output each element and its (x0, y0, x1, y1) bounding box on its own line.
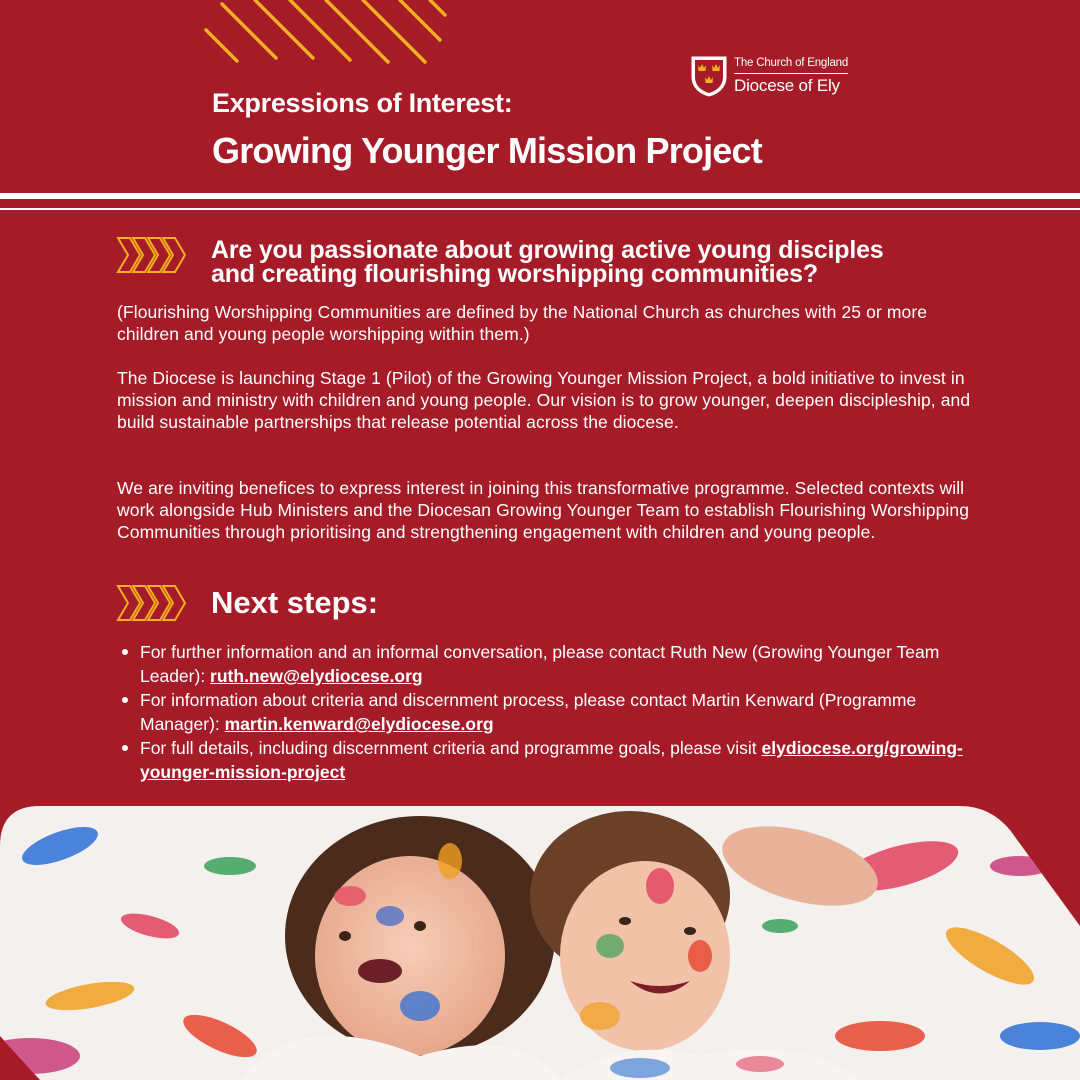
divider-thick (0, 193, 1080, 199)
list-item (117, 736, 987, 784)
decorative-stripes (0, 0, 460, 75)
launch-paragraph: The Diocese is launching Stage 1 (Pilot) of the Growing Younger Mission Project, a bold initiative to invest in mission and ministry with children and young people. Our vision is to grow younger, deepen discipleship, and build sustainable partnerships that release potential across the diocese. (117, 368, 971, 432)
header-line-2: Growing Younger Mission Project (212, 130, 762, 171)
next-steps-heading: Next steps: (211, 585, 379, 620)
list-item (117, 688, 987, 736)
header-line-1: Expressions of Interest: (212, 88, 513, 118)
step-text: For information about criteria and discernment process, please contact Martin Kenward (Programme Manager): (140, 690, 917, 734)
step-text: For further information and an informal conversation, please contact Ruth New (Growing Younger Team Leader): (140, 642, 940, 686)
crest-icon (690, 55, 728, 97)
invitation-paragraph: We are inviting benefices to express interest in joining this transformative programme. Selected contexts will work alongside Hub Ministers and the Diocesan Growing Younger Team to establish Flourishing Worshipping Communities through prioritising and strengthening engagement with children and young people. (117, 478, 970, 542)
divider-thin (0, 208, 1080, 210)
ruth-email-link[interactable]: ruth.new@elydiocese.org (210, 666, 423, 686)
project-website-link[interactable]: elydiocese.org/growing-younger-mission-project (140, 738, 963, 782)
step-text: For full details, including discernment criteria and programme goals, please visit (140, 738, 762, 758)
list-item (117, 640, 987, 688)
chevrons-right-icon (116, 584, 190, 622)
question-line-2: and creating flourishing worshipping communities? (211, 260, 818, 288)
diocese-logo (690, 55, 848, 97)
chevrons-right-icon (116, 236, 190, 274)
section-heading-question (211, 238, 1051, 286)
logo-line-1: The Church of England (734, 58, 848, 74)
next-steps-list (117, 640, 987, 784)
martin-email-link[interactable]: martin.kenward@elydiocese.org (224, 714, 494, 734)
question-line-1: Are you passionate about growing active young disciples (211, 236, 884, 264)
definition-paragraph: (Flourishing Worshipping Communities are defined by the National Church as churches with 25 or more children and young people worshipping within them.) (117, 302, 928, 344)
children-painted-faces-photo (0, 806, 1080, 1080)
logo-line-2: Diocese of Ely (734, 75, 840, 95)
